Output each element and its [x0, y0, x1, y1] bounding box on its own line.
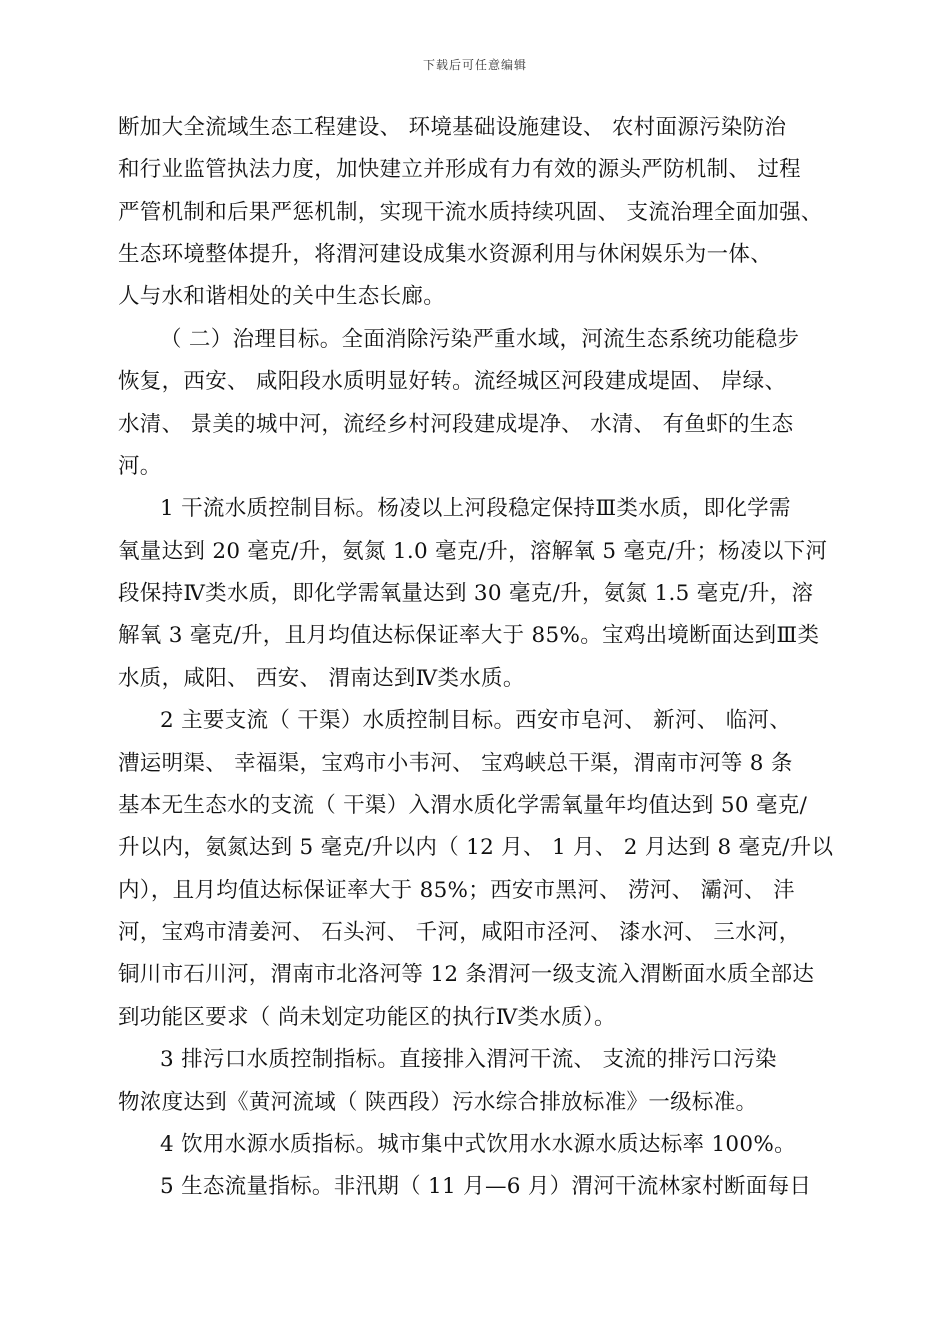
text-line: 严管机制和后果严惩机制，实现干流水质持续巩固、 支流治理全面加强、 — [118, 200, 823, 225]
text-line: 3 排污口水质控制指标。直接排入渭河干流、 支流的排污口污染 — [160, 1047, 777, 1072]
text-line: 漕运明渠、 幸福渠，宝鸡市小韦河、 宝鸡峡总干渠，渭南市河等 8 条 — [118, 751, 793, 776]
text-line: 解氧 3 毫克/升，且月均值达标保证率大于 85%。宝鸡出境断面达到Ⅲ类 — [118, 623, 820, 648]
text-line: 人与水和谐相处的关中生态长廊。 — [118, 284, 446, 309]
text-line: 生态环境整体提升，将渭河建设成集水资源利用与休闲娱乐为一体、 — [118, 242, 773, 267]
text-line: 基本无生态水的支流（ 干渠）入渭水质化学需氧量年均值达到 50 毫克/ — [118, 793, 808, 818]
text-line: 水质，咸阳、 西安、 渭南达到Ⅳ类水质。 — [118, 666, 525, 691]
text-line: 水清、 景美的城中河，流经乡村河段建成堤净、 水清、 有鱼虾的生态 — [118, 412, 794, 437]
text-line: 4 饮用水源水质指标。城市集中式饮用水水源水质达标率 100%。 — [160, 1132, 796, 1157]
text-line: 河，宝鸡市清姜河、 石头河、 千河，咸阳市泾河、 漆水河、 三水河， — [118, 920, 801, 945]
text-line: 段保持Ⅳ类水质，即化学需氧量达到 30 毫克/升，氨氮 1.5 毫克/升，溶 — [118, 581, 814, 606]
text-line: 河。 — [118, 454, 162, 479]
text-line: 恢复，西安、 咸阳段水质明显好转。流经城区河段建成堤固、 岸绿、 — [118, 369, 787, 394]
text-line: 2 主要支流（ 干渠）水质控制目标。西安市皂河、 新河、 临河、 — [160, 708, 792, 733]
text-line: 氧量达到 20 毫克/升，氨氮 1.0 毫克/升，溶解氧 5 毫克/升；杨凌以下河 — [118, 539, 828, 564]
text-line: 到功能区要求（ 尚未划定功能区的执行Ⅳ类水质）。 — [118, 1005, 616, 1030]
text-line: 铜川市石川河，渭南市北洛河等 12 条渭河一级支流入渭断面水质全部达 — [118, 962, 815, 987]
text-line: 断加大全流域生态工程建设、 环境基础设施建设、 农村面源污染防治 — [118, 115, 787, 140]
text-line: 和行业监管执法力度，加快建立并形成有力有效的源头严防机制、 过程 — [118, 157, 801, 182]
text-line: 内），且月均值达标保证率大于 85%；西安市黑河、 涝河、 灞河、 沣 — [118, 878, 795, 903]
page-header: 下载后可任意编辑 — [422, 58, 527, 72]
text-line: 物浓度达到《黄河流域（ 陕西段）污水综合排放标准》一级标准。 — [118, 1090, 758, 1115]
text-line: 升以内，氨氮达到 5 毫克/升以内（ 12 月、 1 月、 2 月达到 8 毫克/升以 — [118, 835, 834, 860]
text-line: （ 二）治理目标。全面消除污染严重水域，河流生态系统功能稳步 — [160, 327, 800, 352]
text-line: 5 生态流量指标。非汛期（ 11 月—6 月）渭河干流林家村断面每日 — [160, 1174, 812, 1199]
text-line: 1 干流水质控制目标。杨凌以上河段稳定保持Ⅲ类水质，即化学需 — [160, 496, 791, 521]
